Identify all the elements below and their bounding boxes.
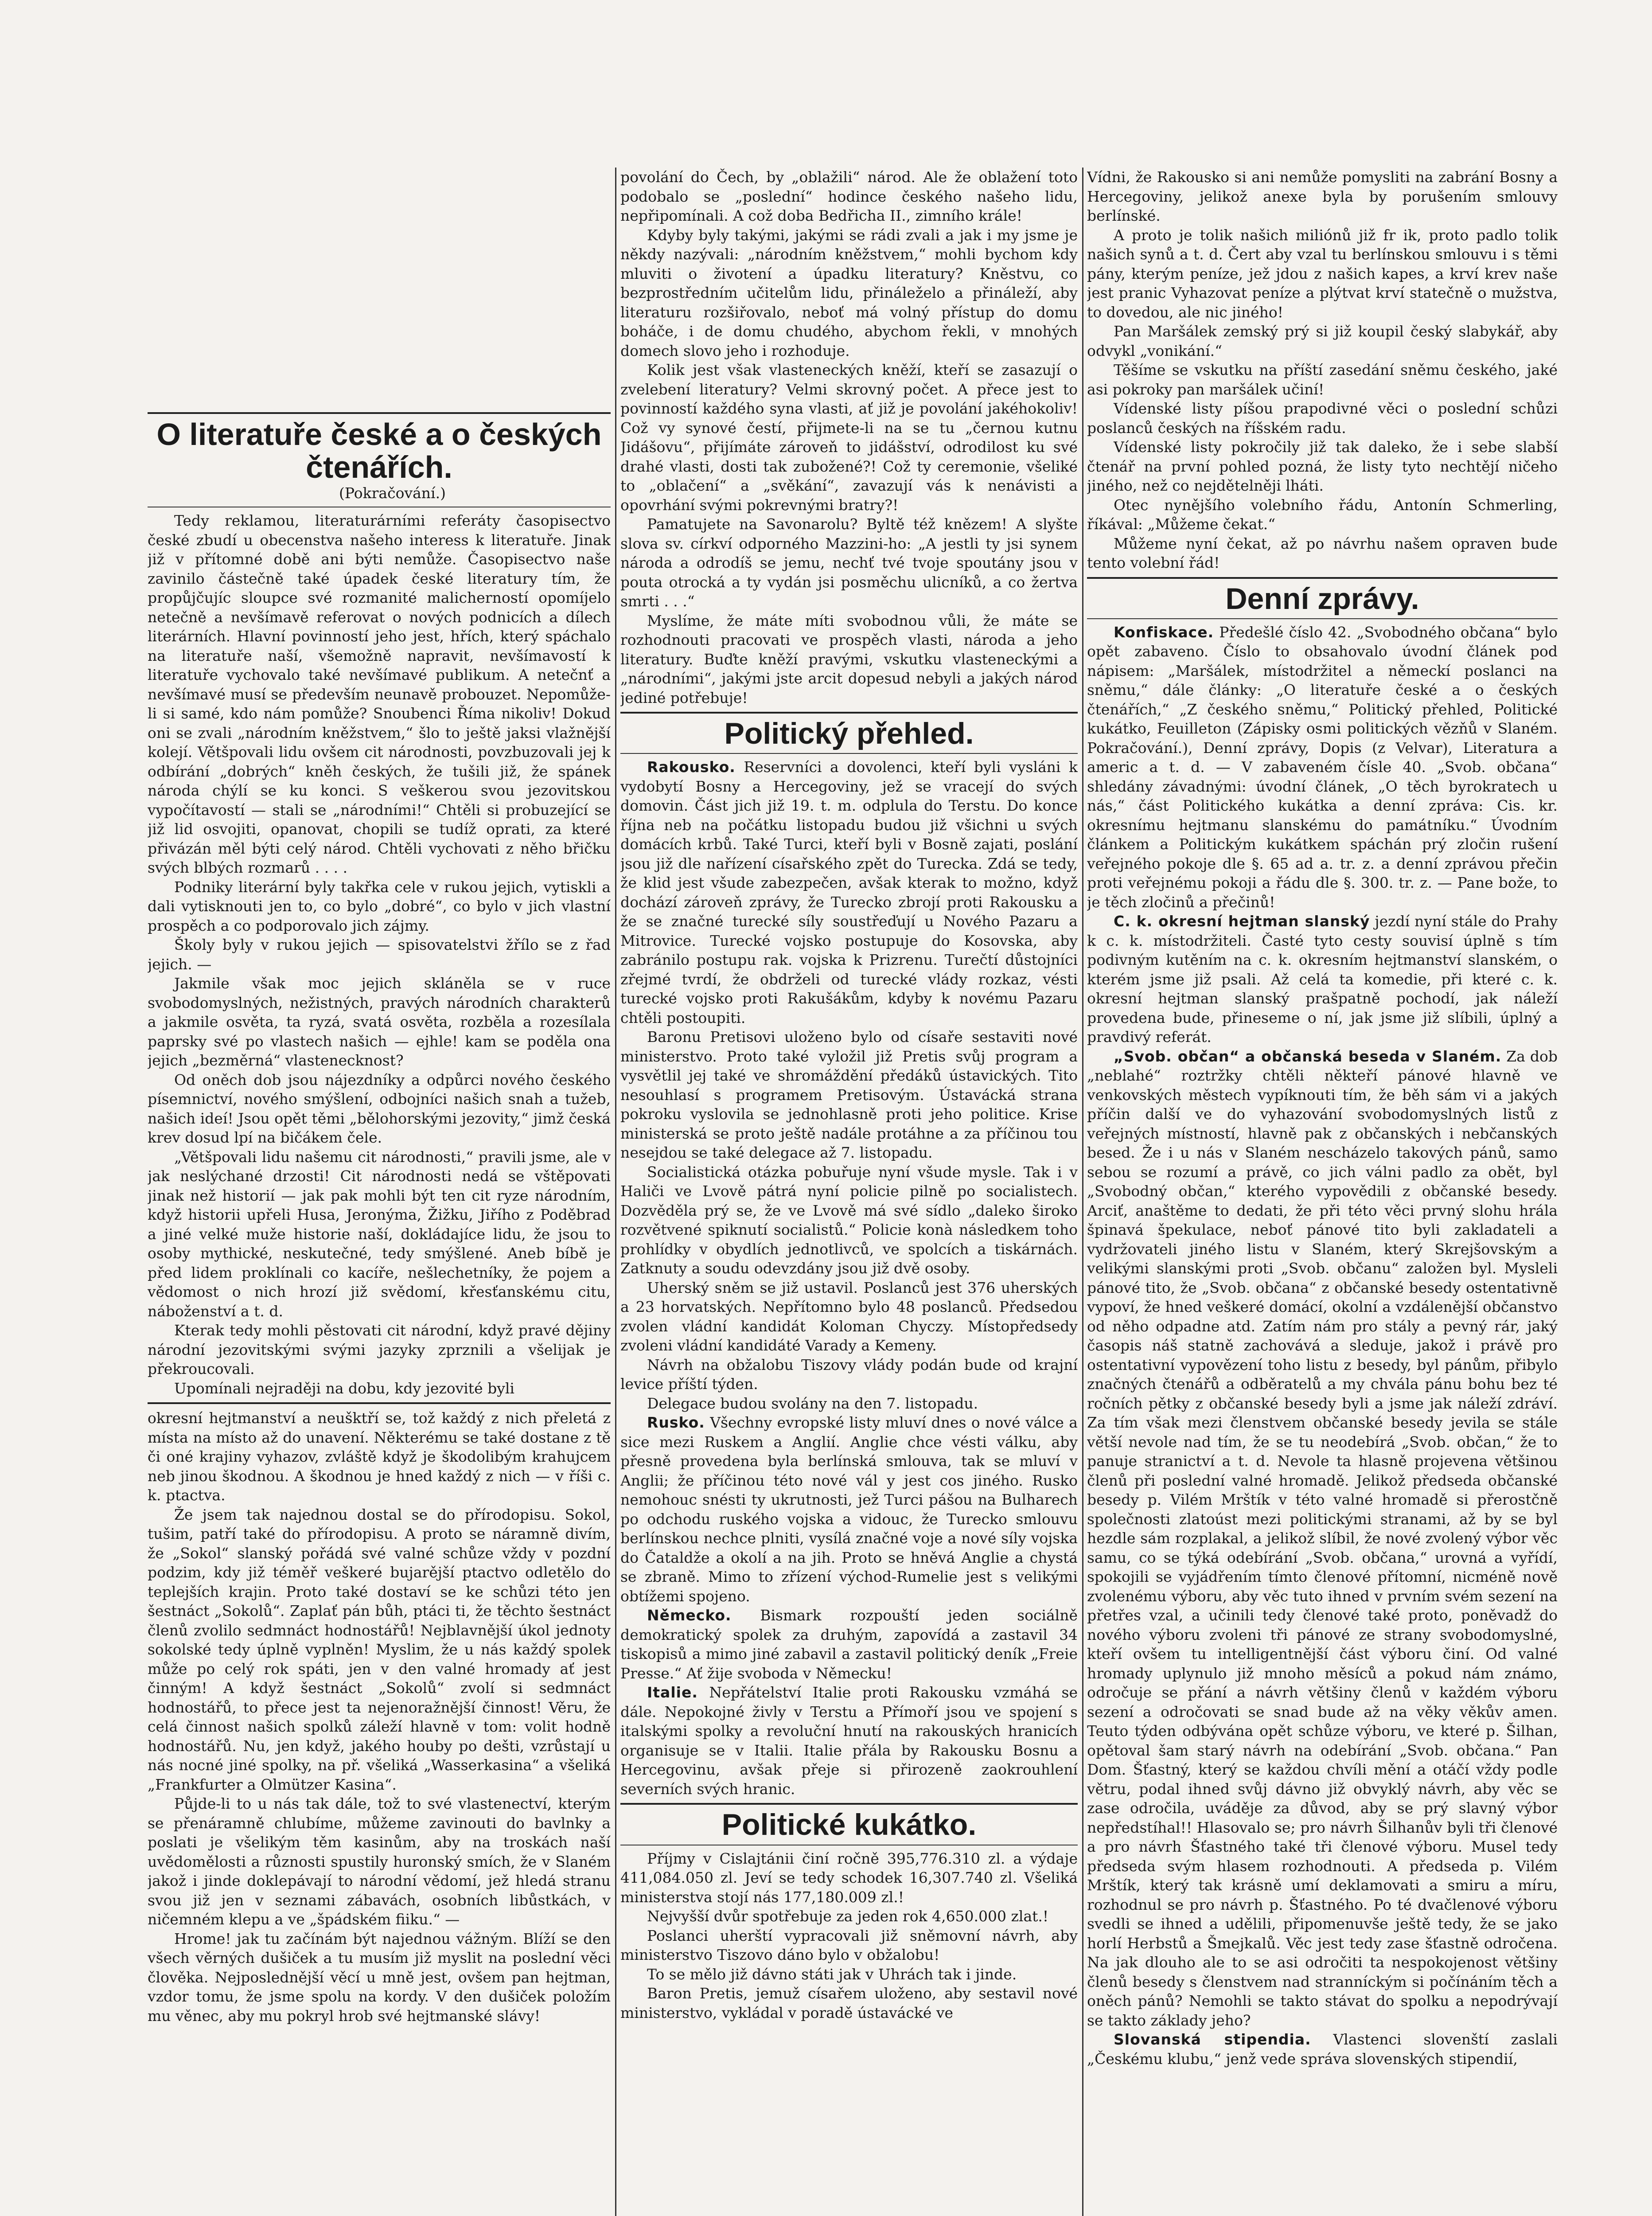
article-continued-paragraph: povolání do Čech, by „oblažili“ národ. Ale že oblažení toto podobalo se „poslední“ hodince českého našeho lidu, nepřipomínali. A což doba Bedřicha II., zimního krále! — [620, 168, 1078, 224]
news-item: Delegace budou svolány na den 7. listopadu. — [647, 1394, 978, 1412]
kukatko-continued-paragraph: A proto je tolik našich miliónů již fr ik, proto padlo tolik našich synů a t. d. Čert aby vzal tu berlínskou smlouvu i s těmi pány, kterým peníze, jež jdou z našich kapes, a krví krev naše jest pranic Vyhazovat peníze a plýtvat krví statečně o mužstva, to dovedou, ale nic jiného! — [1087, 226, 1558, 321]
daily-news-item: Slovanská stipendia. Vlastenci slovenští zaslali „Českému klubu,“ jenž vede správa slovenských stipendií, — [1087, 2031, 1558, 2068]
news-item: Italie. Nepřátelství Italie proti Rakousku vzmáhá se dále. Nepokojné živly v Terstu a Přímoří jsou ve spojení s italskými spolky a revoluční hnutí na rakouských hranicích organisuje se v Italii. Italie přála by Rakousku Bosnu a Hercegovinu, avšak přeje si přirozeně zaokrouhlení severních svých hranic. — [620, 1684, 1078, 1798]
news-item: Rusko. Všechny evropské listy mluví dnes o nové válce a sice mezi Ruskem a Anglií. Anglie chce vésti válku, aby přesně provedena byla berlínská smlouva, tak se mluví v Anglii; že příčinou této nové vál y jest cos jiného. Rusko nemohouc snésti ty ukrutnosti, jež Turci pášou na Bulharech po odchodu ruského vojska a vidouc, že Turecko smlouvu berlínskou nechce plniti, vysílá značné voje a nové síly vojska do Čataldže a okolí a na jih. Proto se hněvá Anglie a chystá se zbraně. Mimo to zřízení východ-Rumelie jest s velikými obtížemi spojeno. — [620, 1414, 1078, 1605]
kukatko-paragraph: Baron Pretis, jemuž císařem uloženo, aby sestavil nové ministerstvo, vykládal v poradě ústavácké ve — [620, 1985, 1078, 2021]
section-rule — [1087, 577, 1558, 579]
section-rule — [620, 1803, 1078, 1805]
section-title-politicke-kukatko: Politické kukátko. — [721, 1808, 977, 1842]
kukatko-continued-paragraph: Vídenské listy pokročily již tak daleko, že i sebe slabší čtenář na první pohled pozná, že listy tyto nechtějí ničeho jiného, než co nejdětelněji lháti. — [1087, 438, 1558, 494]
news-item: Socialistická otázka pobuřuje nyní všude mysle. Tak i v Haliči ve Lvově pátrá nyní policie pilně po socialistech. Dozvěděla prý se, že ve Lvově má své sídlo „daleko široko rozvětvené spiknutí socialistů.“ Policie konà následkem toho prohlídky v obydlích jednotlivců, ve spolcích a tiskárnách. Zatknuty a soudu odevzdány jsou již dvě osoby. — [620, 1163, 1078, 1277]
article-continued-paragraph: Kdyby byly takými, jakými se rádi zvali a jak i my jsme je někdy nazývali: „národním kněžstvem,“ mohli bychom kdy mluviti o životení a úpadku literatury? Kněstvu, co bezprostředním učitelům lidu, přináleželo a přináleží, aby literaturu rozšiřovalo, neboť má volný přístup do domu boháče, i de domu chudého, abychom řekli, v mnohých domech slovo jeho i rozhoduje. — [620, 226, 1078, 359]
article-paragraph: „Většpovali lidu našemu cit národnosti,“ pravili jsme, ale v jak neslýchané drzosti! Cit národnosti nedá se vštěpovati jinak než historií — jak pak mohli být ten cit ryze národním, když historii upřeli Husa, Jeronýma, Žižku, Jiřího z Poděbrad a jiné velké muže historie naší, dokládajíce lidu, že jsou to osoby mythické, neskutečné, tedy smýšlené. Aneb bíbě je před lidem proklínali co kacíře, nešlechetníky, že pojem a vědomost o nich hrozí již svědomí, křesťanskému citu, náboženství a t. d. — [148, 1148, 611, 1320]
news-item: Návrh na obžalobu Tiszovy vlády podán bude od krajní levice příští týden. — [620, 1356, 1078, 1393]
daily-news-item: „Svob. občan“ a občanská beseda v Slaném. Za dob „neblahé“ roztržky chtěli někteří pánové hlavně ve venkovských městech vypíknouti tím, že běh sám vi a jakých příčin další ve do vyhazování svobodomyslných listů z veřejných místností, hlavně pak z občanských i nebčanských besed. Že i u nás v Slaném nescházelo takových pánů, samo sebou se rozumí a právě, co jich válni padlo za obět, byl „Svobodný občan,“ kterého vypovědili z občanské besedy. Arciť, anaštěme to dedati, že při této věci prvný slohu hrála špinavá špekulace, neboť pánové tito byli zakladateli a vydržovateli jiného listu v Slaném, který Skrejšovským a velikými slanskými proti „Svob. občanu“ založen byl. Mysleli pánové tito, že „Svob. občana“ z občanské besedy ostentativně vypoví, že hned veškeré domácí, okolní a vzdálenější občanstvo od něho odpadne atd. Zatím nám pro stály a pevný rár, jaký časopis náš statně zachovává a sleduje, jakož i právě pro ostentativní vypovězení toho listu z besedy, byl pánům, přibylo značných čtenářů a odběratelů a my chvála pánu bohu bez té ročních pětky z občanské besedy byli a jsme jak náleží zdráví. Za tím však mezi členstvem občanské besedy jevila se stále větší nevole nad tím, že se tu neodebírá „Svob. občan,“ že to panuje stranictví a t. d. Nevole ta hlasně projevena většinou členů při poslední valné hromadě. Jelikož předseda občanské besedy p. Vilém Mrštík v této valné hromadě si přerostčně společnosti zlatoúst mezi politickými stranami, až by se byl hezdle sám rozplakal, a jelikož slíbil, že nové zvolený výbor věc samu, co se týká odebírání „Svob. občana,“ urovná a vyřídí, spokojili se vyjádřením tímto členové přítomní, nicméně nově zvolenému výboru, aby věc tuto ihned v prvním svém sezení na přetřes vzal, a učinili tedy členové také proto, poněvadž do nového výboru zvoleni tři pánové ze strany svobodomyslné, kteří ovšem tu intelligentnější část výboru činí. Od valné hromady uplynulo již mnoho měsíců a pokud nám známo, odročuje se přání a návrh většiny členů v každém výboru sezení a odročovati se snad bude až na věky věkův amen. Teuto týden odbývána opět schůze výboru, ve které p. Šilhan, opětoval šam starý návrh na odebírání „Svob. občana.“ Pan Dom. Šťastný, který se každou chvíli mění a otáčí vždy podle větru, podal ihned svůj dávno již obvyklý návrh, aby věc se zase odročila, uváděje za důvod, aby se prý slavný výbor nepředstíhal!! Hlasovalo se; pro návrh Šilhanův byli tři členové a pro návrh Šťastného také tři členové výboru. Musel tedy předseda svým hlasem rozhodnouti. A předseda p. Vilém Mrštík, který tak krásně umí deklamovati a smiru a míru, rozhodnul se pro návrh p. Šťastného. Po té dvačlenové výboru svedli se ihned a udělili, připomenuvše ještě tedy, že se jako horlí Herbstů a Šmejkalů. Věc jest tedy zase šťastně odročena. Na jak dlouho ale to se asi odročiti ta nespokojenost většiny členů besedy s členstvem nad stranníckým si počínáním těch a oněch pánů? Nemohli se takto stávat do spolku a nepodrývají se takto základy jeho? — [1087, 1047, 1558, 2029]
daily-news-item: C. k. okresní hejtman slanský jezdí nyní stále do Prahy k c. k. místodržiteli. Časté tyto cesty souvisí úplně s tím podivným kutěním na c. k. okresním hejtmanství slanském, o kterém jsme již psali. Až celá ta komedie, při které c. k. okresní hejtman slanský prašpatně pochodí, jak náleží provedena bude, přineseme o ní, jak jsme již slíbili, úplný a pravdivý referát. — [1087, 913, 1558, 1046]
article-continued-paragraph: Kolik jest však vlasteneckých kněží, kteří se zasazují o zvelebení literatury? Velmi skrovný počet. A přece jest to povinností každého syna vlasti, ať již je povolání jakéhokoliv! Což vy synové čestí, přijmete-li na se tu „černou kutnu Jidášovu“, přijímáte zároveň to jidášství, odrodilost ku své drahé vlasti, dosti tak zubožené?! Což ty ceremonie, všeliké to „oblačení“ a „svěkání“, zavazují vás k nenávisti a opovrhání svými pokrevnými bratry?! — [620, 361, 1078, 514]
section-rule — [620, 712, 1078, 714]
feuilleton-paragraph: Půjde-li to u nás tak dále, tož to své vlastenectví, kterým se přenáramně chlubíme, můžeme zavinouti do bavlnky a poslati je všelikým těm kasinům, aby na troskách naší uvědomělosti a různosti spustily huronský smích, že v Slaném jakož i jinde doklepávají to národní vědomí, jež hledá stranu svou již jen v seznami zábavách, osobních libůstkách, v ničemném klepu a ve „špádském fiiku.“ — — [148, 1795, 611, 1928]
section-title-rule — [620, 753, 1078, 754]
column-2 — [620, 168, 1078, 2216]
kukatko-continued-paragraph: Vídni, že Rakousko si ani nemůže pomysliti na zabrání Bosny a Hercegoviny, jelikož anexe byla by porušením smlouvy berlínské. — [1087, 168, 1558, 224]
kukatko-paragraph: Nejvyšší dvůr spotřebuje za jeden rok 4,650.000 zlat.! — [647, 1908, 1049, 1925]
daily-news-item: Konfiskace. Předešlé číslo 42. „Svobodného občana“ bylo opět zabaveno. Číslo to obsahovalo úvodní článek pod nápisem: „Maršálek, místodržitel a německí poslanci na sněmu,“ dále články: „O literatuře české a o českých čtenářích,“ „Z českého sněmu,“ Politický přehled, Politické kukátko, Feuilleton (Zápisky osmi politických vězňů v Slaném. Pokračování.), Denní zprávy, Dopis (z Velvar), Literatura a americ a t. d. — V zabaveném čísle 40. „Svob. občana“ shledány závadnými: úvodní článek, „O těch byrokratech u nás,“ část Politického kukátka a denní zpráva: Cis. kr. okresnímu hejtmanu slanskému do památníku.“ Úvodním článkem a Politickým kukátkem spáchán prý zločin rušení veřejného pokoje dle §. 65 ad a. tr. z. a denní zprávou přečin proti veřejnému pokoji a řádu dle §. 300. tr. z. — Pane bože, to je těch zločinů a přečinů! — [1087, 623, 1558, 911]
article-paragraph: Podniky literární byly takřka cele v rukou jejich, vytiskli a dali vytisknouti jen to, co bylo „dobré“, co bylo v jich vlastní prospěch a co podporovalo jich zájmy. — [148, 878, 611, 934]
feuilleton-paragraph: Že jsem tak najednou dostal se do přírodopisu. Sokol, tušim, patří také do přírodopisu. A proto se náramně divím, že „Sokol“ slanský pořádá své valné schůze vždy v pozdní podzim, kdy již téměř veškeré bujarější ptactvo odletělo do teplejších krajin. Proto také dostaví se ke schůzi této jen šestnáct „Sokolů“. Zaplať pán bůh, ptáci ti, že těchto šestnáct členů zvolilo sedmnáct hodnostářů! Nejblavnější úkol jednoty sokolské tedy úplně vyplněn! Myslim, že u nás každý spolek může po celý rok spáti, jen v den valné hromady ať jest činným! A když šestnáct „Sokolů“ zvolí si sedmnáct hodnostářů, to přece jest ta nejenoražnější činnost! Věru, že celá činnost našich spolků záleží hlavně v tom: volit hodně hodnostářů. Nu, jen když, jakého houby po dešti, vzrůstají u nás nocné jiné spolky, na př. všeliká „Wasserkasina“ a všeliká „Frankfurter a Olmützer Kasina“. — [148, 1506, 611, 1793]
kukatko-paragraph: Příjmy v Cislajtánii činí ročně 395,776.310 zl. a výdaje 411,084.050 zl. Jeví se tedy schodek 16,307.740 zl. Všeliká ministerstva stojí nás 177,180.009 zl.! — [620, 1849, 1078, 1906]
kukatko-continued-paragraph: Pan Maršálek zemský prý si již koupil český slabykář, aby odvykl „vonikání.“ — [1087, 323, 1558, 359]
article-paragraph: Od oněch dob jsou nájezdníky a odpůrci nového českého písemnictví, nového smýšlení, odbojníci našich snah a tužeb, našich ideí! Jsou opět těmi „bělohorskými jezovity,“ jimž česká krev dosud lpí na bičákem čele. — [148, 1071, 611, 1146]
section-rule — [148, 1402, 611, 1404]
section-title-politicky-prehled: Politický přehled. — [724, 717, 974, 750]
article-paragraph: Školy byly v rukou jejich — spisovatelstvi žřílo se z řad jejich. — — [148, 936, 611, 973]
section-title-rule — [1087, 618, 1558, 619]
column-divider-left — [615, 168, 616, 2216]
news-item: Uherský sněm se již ustavil. Poslanců jest 376 uherských a 23 horvatských. Nepřítomno bylo 48 poslanců. Předsedou zvolen vládní kandidát Koloman Chyczy. Místopředsedy zvoleni vládní kandidáté Varady a Kemeny. — [620, 1279, 1078, 1354]
kukatko-continued-paragraph: Těšíme se vskutku na příští zasedání sněmu českého, jaké asi pokroky pan maršálek učiní! — [1087, 361, 1558, 398]
article-title: O literatuře české a o českých čtenářích. — [156, 417, 602, 484]
article-continued-paragraph: Myslíme, že máte míti svobodnou vůli, že máte se rozhodnouti pracovati ve prospěch vlasti, národa a jeho literatury. Buďte kněží pravými, vskutku vlasteneckými a „národními“, jakými jste arcit dopesud nebyli a jakých národ jediné potřebuje! — [620, 612, 1078, 706]
article-subtitle: (Pokračování.) — [339, 484, 446, 502]
news-item: Rakousko. Reservníci a dovolenci, kteří byli vysláni k vydobytí Bosny a Hercegoviny, jež se vracejí do svých domovin. Část jich již 19. t. m. odplula do Terstu. Do konce října neb na počátku listopadu budou již všichni u svých domácích krbů. Také Turci, kteří byli v Bosně zajati, poslání jsou již dle nařízení císařského zpět do Turecka. Zdá se tedy, že klid jest všude zabezpečen, avšak kterak to možno, když dochází zároveň zprávy, že Turecko zbrojí proti Rakousku a že se značné turecké síly soustřeďují u Nového Pazaru a Mitrovice. Turecké vojsko postupuje do Kosovska, aby zabránilo postupu rak. vojska k Prizrenu. Turečtí důstojníci zřejmé tvrdí, že obdrželi od turecké vlády rozkaz, vésti turecké vojsko proti Rakušákům, kdyby k novému Pazaru chtěli postoupiti. — [620, 758, 1078, 1026]
column-divider-right — [1082, 168, 1083, 2216]
article-top-rule — [148, 412, 611, 414]
kukatko-continued-paragraph: Vídenské listy píšou prapodivné věci o poslední schůzi poslanců českých na říšském radu. — [1087, 400, 1558, 437]
article-paragraph: Jakmile však moc jejich skláněla se v ruce svobodomyslných, nežistných, pravých národních charakterů a jakmile osvěta, ta ryzá, svatá osvěta, rozběla a rozesílala paprsky své po vlastech našich — ejhle! kam se poděla ona jejich „bezměrná“ vlastenecknost? — [148, 975, 611, 1069]
column-3 — [1087, 168, 1558, 2216]
kukatko-continued-paragraph: Otec nynějšího volebního řádu, Antonín Schmerling, říkával: „Můžeme čekat.“ — [1087, 496, 1558, 533]
kukatko-continued-paragraph: Můžeme nyní čekat, až po návrhu našem opraven bude tento volební řád! — [1087, 534, 1558, 571]
kukatko-paragraph: Poslanci uherští vypracovali již sněmovní návrh, aby ministerstvo Tiszovo dáno bylo v obžalobu! — [620, 1927, 1078, 1964]
news-item: Německo. Bismark rozpouští jeden sociálně demokratický spolek za druhým, zapovídá a zastavil 34 tiskopisů a mimo jiné zabavil a zastavil politický deník „Freie Presse.“ Ať žije svoboda v Německu! — [620, 1607, 1078, 1682]
kukatko-paragraph: To se mělo již dávno státi jak v Uhrách tak i jinde. — [647, 1965, 1017, 1983]
news-item: Baronu Pretisovi uloženo bylo od císaře sestaviti nové ministerstvo. Proto také vyložil již Pretis svůj program a vysvětlil jej také ve shromáždění předáků ústavických. Tito nesouhlasí s programem Pretisovým. Ústavácká strana pokroku vyslovila se jednohlasně proti jeho politice. Krise ministerská se proto ještě nadále protáhne a za příčinou tou nesejdou se také delegace až 7. listopadu. — [620, 1028, 1078, 1162]
article-paragraph: Upomínali nejraději na dobu, kdy jezovité byli — [174, 1379, 514, 1397]
article-continued-paragraph: Pamatujete na Savonarolu? Byltě též knězem! A slyšte slova sv. církví odporného Mazzini-ho: „A jestli ty jsi synem národa a odrodíš se jemu, nechť tvé tvoje spoutány jsou v pouta otrocká a ty vydán jsi posměchu ulicníků, a co žertva smrti . . .“ — [620, 515, 1078, 610]
feuilleton-paragraph: Hrome! jak tu začínám být najednou vážným. Blíží se den všech věrných dušiček a tu musím již myslit na poslední věci člověka. Nejposlednější věcí u mně jest, ovšem pan hejtman, vzdor tomu, že jsme spolu na kordy. V den dušiček položím mu věnec, aby mu pokryl hrob své hejtmanské slávy! — [148, 1930, 611, 2025]
feuilleton-paragraph: okresní hejtmanství a neušktří se, tož každý z nich přeletá z místa na místo až do unavení. Některému se také dostane z tě či oné krajiny vyhazov, zvláště když je škodolibým krahujcem neb jinou škodnou. A škodnou je hned každý z nich — v říši c. k. ptactva. — [148, 1409, 611, 1504]
article-paragraph: Tedy reklamou, literaturárními referáty časopisectvo české zbudí u obecenstva našeho interess k literatuře. Jinak již v přítomné době ani býti nemůže. Časopisectvo naše zavinilo částečně také úpadek české literatury tím, že propůjčujíc sloupce své rozmanité malicherností opomíjelo netečně a nevšímavě referovat o nových podnicích a dílech literárních. Hlavní povinností jeho jest, hřích, který spáchalo na literatuře naší, všemožně napravit, nevšímavostí k literatuře vychovalo také nevšímavé publikum. A netečnť a nevšímavé musí se především neunavě probouzet. Nepomůže-li si samé, kdo nám pomůže? Snoubenci Říma nikoliv! Dokud oni se zvali „národním kněžstvem,“ šlo to ještě jaksi vlažnější kolejí. Většpovali lidu ovšem cit národnosti, povzbuzovali jej k odbírání „dobrých“ kněh českých, že tušili již, že spánek národa chýlí se ku konci. S veškerou svou jezovitskou vypočítavostí — stali se „národními!“ Chtěli si probuzející se již lid osvojiti, opanovat, chopili se tudíž oprati, za které přivázán měl býti celý národ. Chtěli vychovati z něho břičku svých blbých rozmarů . . . . — [148, 512, 611, 876]
column-1 — [148, 412, 611, 2216]
section-title-denni-zpravy: Denní zprávy. — [1225, 581, 1419, 616]
article-paragraph: Kterak tedy mohli pěstovati cit národní, když pravé dějiny národní jezovitskými svými jazyky zprznili a všelijak je překroucovali. — [148, 1322, 611, 1377]
